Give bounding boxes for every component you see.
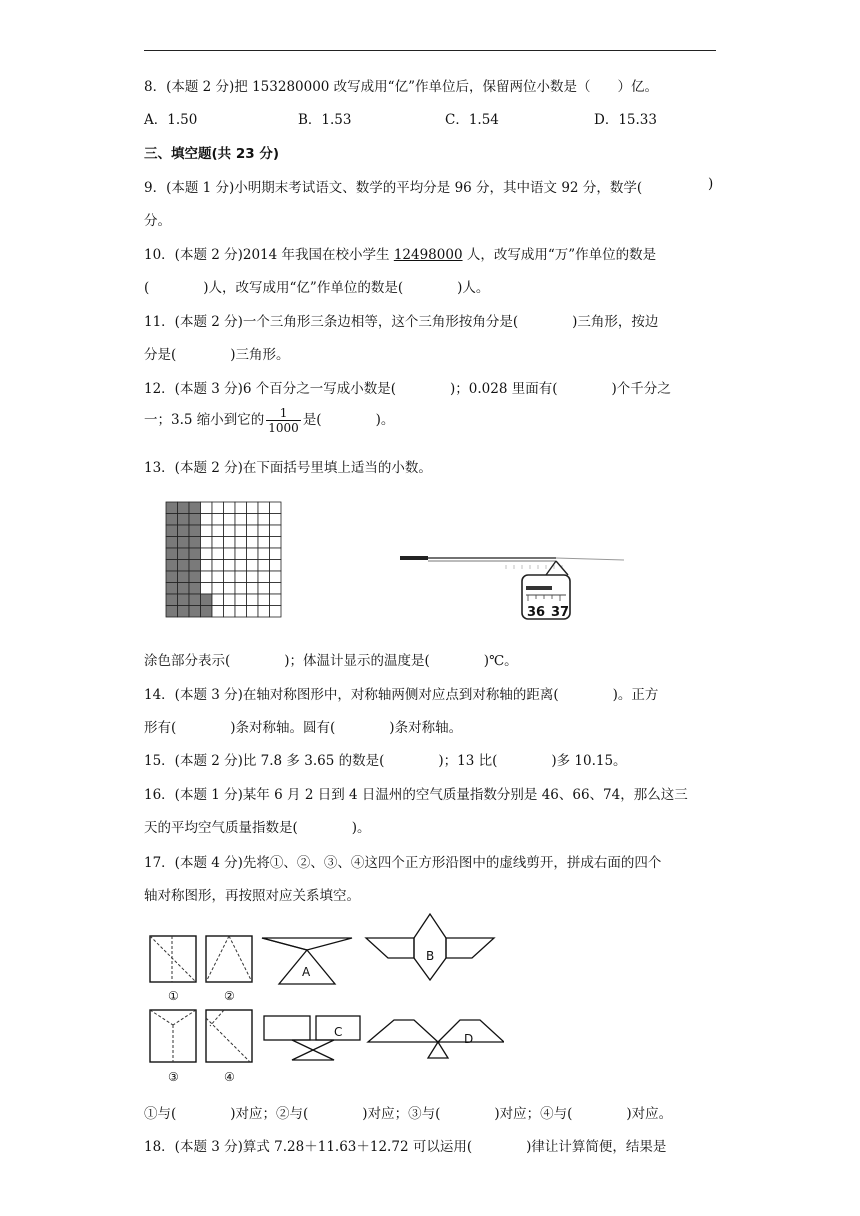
q16-line2: 天的平均空气质量指数是( )。 <box>144 820 371 836</box>
grid-cell <box>270 537 282 549</box>
square-2 <box>206 936 252 982</box>
grid-cell <box>270 525 282 537</box>
grid-cell-shaded <box>166 525 178 537</box>
grid-cell-shaded <box>178 606 190 618</box>
cut-squares-figure <box>144 910 504 1090</box>
grid-cell <box>201 560 213 572</box>
q14-line2: 形有( )条对称轴。圆有( )条对称轴。 <box>144 720 463 736</box>
grid-cell-shaded <box>166 594 178 606</box>
grid-cell-shaded <box>178 514 190 526</box>
q8-text: 8．(本题 2 分)把 153280000 改写成用“亿”作单位后，保留两位小数是（ ）亿。 <box>144 79 658 95</box>
shape-c <box>264 1016 360 1060</box>
q10-line2: ( )人，改写成用“亿”作单位的数是( )人。 <box>144 280 490 296</box>
grid-cell <box>247 560 259 572</box>
grid-cell-shaded <box>166 502 178 514</box>
thermometer-bulb <box>400 556 428 560</box>
grid-cell <box>224 525 236 537</box>
grid-cell-shaded <box>201 606 213 618</box>
grid-cell <box>224 606 236 618</box>
grid-cell <box>258 583 270 595</box>
q8-option-b: B．1.53 <box>298 112 352 128</box>
grid-cell <box>212 514 224 526</box>
q13-line1: 13．(本题 2 分)在下面括号里填上适当的小数。 <box>144 460 432 476</box>
q10-number: 12498000 <box>393 247 463 263</box>
grid-cell <box>235 525 247 537</box>
q16-line1: 16．(本题 1 分)某年 6 月 2 日到 4 日温州的空气质量指数分别是 46、66、74，那么这三 <box>144 787 688 803</box>
grid-cell <box>212 606 224 618</box>
grid-cell <box>212 537 224 549</box>
grid-cell <box>235 548 247 560</box>
grid-cell <box>270 560 282 572</box>
grid-cell-shaded <box>166 548 178 560</box>
grid-cell <box>201 571 213 583</box>
q11-line2: 分是( )三角形。 <box>144 347 290 363</box>
grid-cell <box>270 594 282 606</box>
label-shape-d: D <box>464 1032 474 1046</box>
grid-cell <box>212 594 224 606</box>
q12-line2: 一；3.5 缩小到它的 $\frac{1}{1000}$ 是( )。 <box>144 406 395 435</box>
grid-cell <box>201 514 213 526</box>
grid-cell <box>270 606 282 618</box>
grid-cell <box>201 502 213 514</box>
grid-cell <box>224 514 236 526</box>
q15-line1: 15．(本题 2 分)比 7.8 多 3.65 的数是( )；13 比( )多 10.15。 <box>144 753 627 769</box>
square-3 <box>150 1010 196 1062</box>
grid-cell-shaded <box>178 548 190 560</box>
grid-cell <box>247 548 259 560</box>
grid-cell <box>235 594 247 606</box>
label-square-4: ④ <box>224 1070 235 1084</box>
q8-option-d: D．15.33 <box>594 112 657 128</box>
q8-option-a: A．1.50 <box>144 112 198 128</box>
grid-cell <box>201 583 213 595</box>
grid-cell <box>247 537 259 549</box>
grid-cell-shaded <box>166 537 178 549</box>
grid-cell <box>258 514 270 526</box>
grid-cell-shaded <box>178 537 190 549</box>
fraction: $\frac{1}{1000}$ <box>268 406 299 435</box>
q13-answer-line: 涂色部分表示( )；体温计显示的温度是( )℃。 <box>144 653 518 669</box>
grid-cell <box>224 594 236 606</box>
grid-cell-shaded <box>189 537 201 549</box>
header-rule <box>144 50 716 51</box>
grid-cell-shaded <box>166 560 178 572</box>
hundred-grid <box>165 501 285 619</box>
q8-option-c: C．1.54 <box>445 112 499 128</box>
q10-line1: 10．(本题 2 分)2014 年我国在校小学生 12498000 人，改写成用“万”作单位的数是 <box>144 247 657 263</box>
grid-cell <box>235 514 247 526</box>
grid-cell-shaded <box>178 525 190 537</box>
grid-cell <box>258 606 270 618</box>
grid-cell <box>270 514 282 526</box>
grid-cell <box>247 606 259 618</box>
grid-cell <box>224 583 236 595</box>
grid-cell-shaded <box>178 502 190 514</box>
grid-cell <box>235 502 247 514</box>
label-shape-b: B <box>426 949 435 963</box>
label-square-3: ③ <box>168 1070 179 1084</box>
label-shape-c: C <box>334 1025 343 1039</box>
grid-cell <box>201 525 213 537</box>
q9-paren-close: ) <box>708 176 714 192</box>
q11-line1: 11．(本题 2 分)一个三角形三条边相等，这个三角形按角分是( )三角形，按边 <box>144 314 659 330</box>
grid-cell <box>235 537 247 549</box>
grid-cell <box>212 548 224 560</box>
grid-cell <box>247 571 259 583</box>
grid-cell-shaded <box>178 594 190 606</box>
grid-cell-shaded <box>166 571 178 583</box>
q9-line1: 9．(本题 1 分)小明期末考试语文、数学的平均分是 96 分，其中语文 92 分，数学( <box>144 180 643 196</box>
grid-cell <box>224 548 236 560</box>
grid-cell-shaded <box>189 594 201 606</box>
thermometer-figure <box>396 545 628 621</box>
grid-cell-shaded <box>189 583 201 595</box>
q12-line1: 12．(本题 3 分)6 个百分之一写成小数是( )；0.028 里面有( )个千分之 <box>144 381 671 397</box>
grid-cell <box>201 537 213 549</box>
grid-cell-shaded <box>201 594 213 606</box>
grid-cell-shaded <box>178 571 190 583</box>
grid-cell <box>212 560 224 572</box>
grid-cell <box>224 502 236 514</box>
grid-cell <box>235 560 247 572</box>
grid-cell-shaded <box>189 502 201 514</box>
grid-cell <box>270 571 282 583</box>
grid-cell <box>258 560 270 572</box>
square-1 <box>150 936 196 982</box>
grid-cell <box>247 502 259 514</box>
thermo-label-36: 36 <box>527 605 546 620</box>
grid-cell <box>235 583 247 595</box>
grid-cell-shaded <box>189 548 201 560</box>
grid-cell <box>235 606 247 618</box>
grid-cell <box>270 548 282 560</box>
grid-cell <box>212 525 224 537</box>
q14-line1: 14．(本题 3 分)在轴对称图形中，对称轴两侧对应点到对称轴的距离( )。正方 <box>144 687 659 703</box>
grid-cell-shaded <box>166 583 178 595</box>
grid-cell <box>270 502 282 514</box>
label-square-1: ① <box>168 989 179 1003</box>
grid-cell <box>212 571 224 583</box>
q9-line2: 分。 <box>144 213 171 229</box>
grid-cell <box>224 571 236 583</box>
grid-cell <box>258 548 270 560</box>
grid-cell <box>270 583 282 595</box>
label-shape-a: A <box>302 965 311 979</box>
grid-cell <box>258 537 270 549</box>
grid-cell-shaded <box>178 560 190 572</box>
grid-cell <box>235 571 247 583</box>
grid-cell-shaded <box>178 583 190 595</box>
grid-cell <box>258 525 270 537</box>
grid-cell <box>212 583 224 595</box>
grid-cell-shaded <box>166 514 178 526</box>
grid-cell <box>258 502 270 514</box>
grid-cell <box>224 560 236 572</box>
grid-cell <box>212 502 224 514</box>
section-title: 三、填空题(共 23 分) <box>144 146 280 162</box>
q18-line1: 18．(本题 3 分)算式 7.28＋11.63＋12.72 可以运用( )律让计算简便，结果是 <box>144 1139 667 1155</box>
grid-cell <box>247 514 259 526</box>
grid-cell <box>201 548 213 560</box>
grid-cell-shaded <box>189 560 201 572</box>
q17-answer-line: ①与( )对应；②与( )对应；③与( )对应；④与( )对应。 <box>144 1106 673 1122</box>
grid-cell-shaded <box>189 606 201 618</box>
grid-cell <box>258 594 270 606</box>
grid-cell <box>224 537 236 549</box>
grid-cell <box>247 594 259 606</box>
thermo-label-37: 37 <box>551 605 570 620</box>
grid-cell-shaded <box>189 514 201 526</box>
grid-cell-shaded <box>166 606 178 618</box>
q17-line2: 轴对称图形，再按照对应关系填空。 <box>144 888 360 904</box>
square-4 <box>206 1010 252 1062</box>
grid-cell-shaded <box>189 525 201 537</box>
grid-cell <box>247 583 259 595</box>
grid-cell <box>247 525 259 537</box>
grid-cell-shaded <box>189 571 201 583</box>
shape-b <box>366 914 494 980</box>
label-square-2: ② <box>224 989 235 1003</box>
q17-line1: 17．(本题 4 分)先将①、②、③、④这四个正方形沿图中的虚线剪开，拼成右面的四个 <box>144 855 662 871</box>
shape-d <box>368 1020 504 1058</box>
grid-cell <box>258 571 270 583</box>
